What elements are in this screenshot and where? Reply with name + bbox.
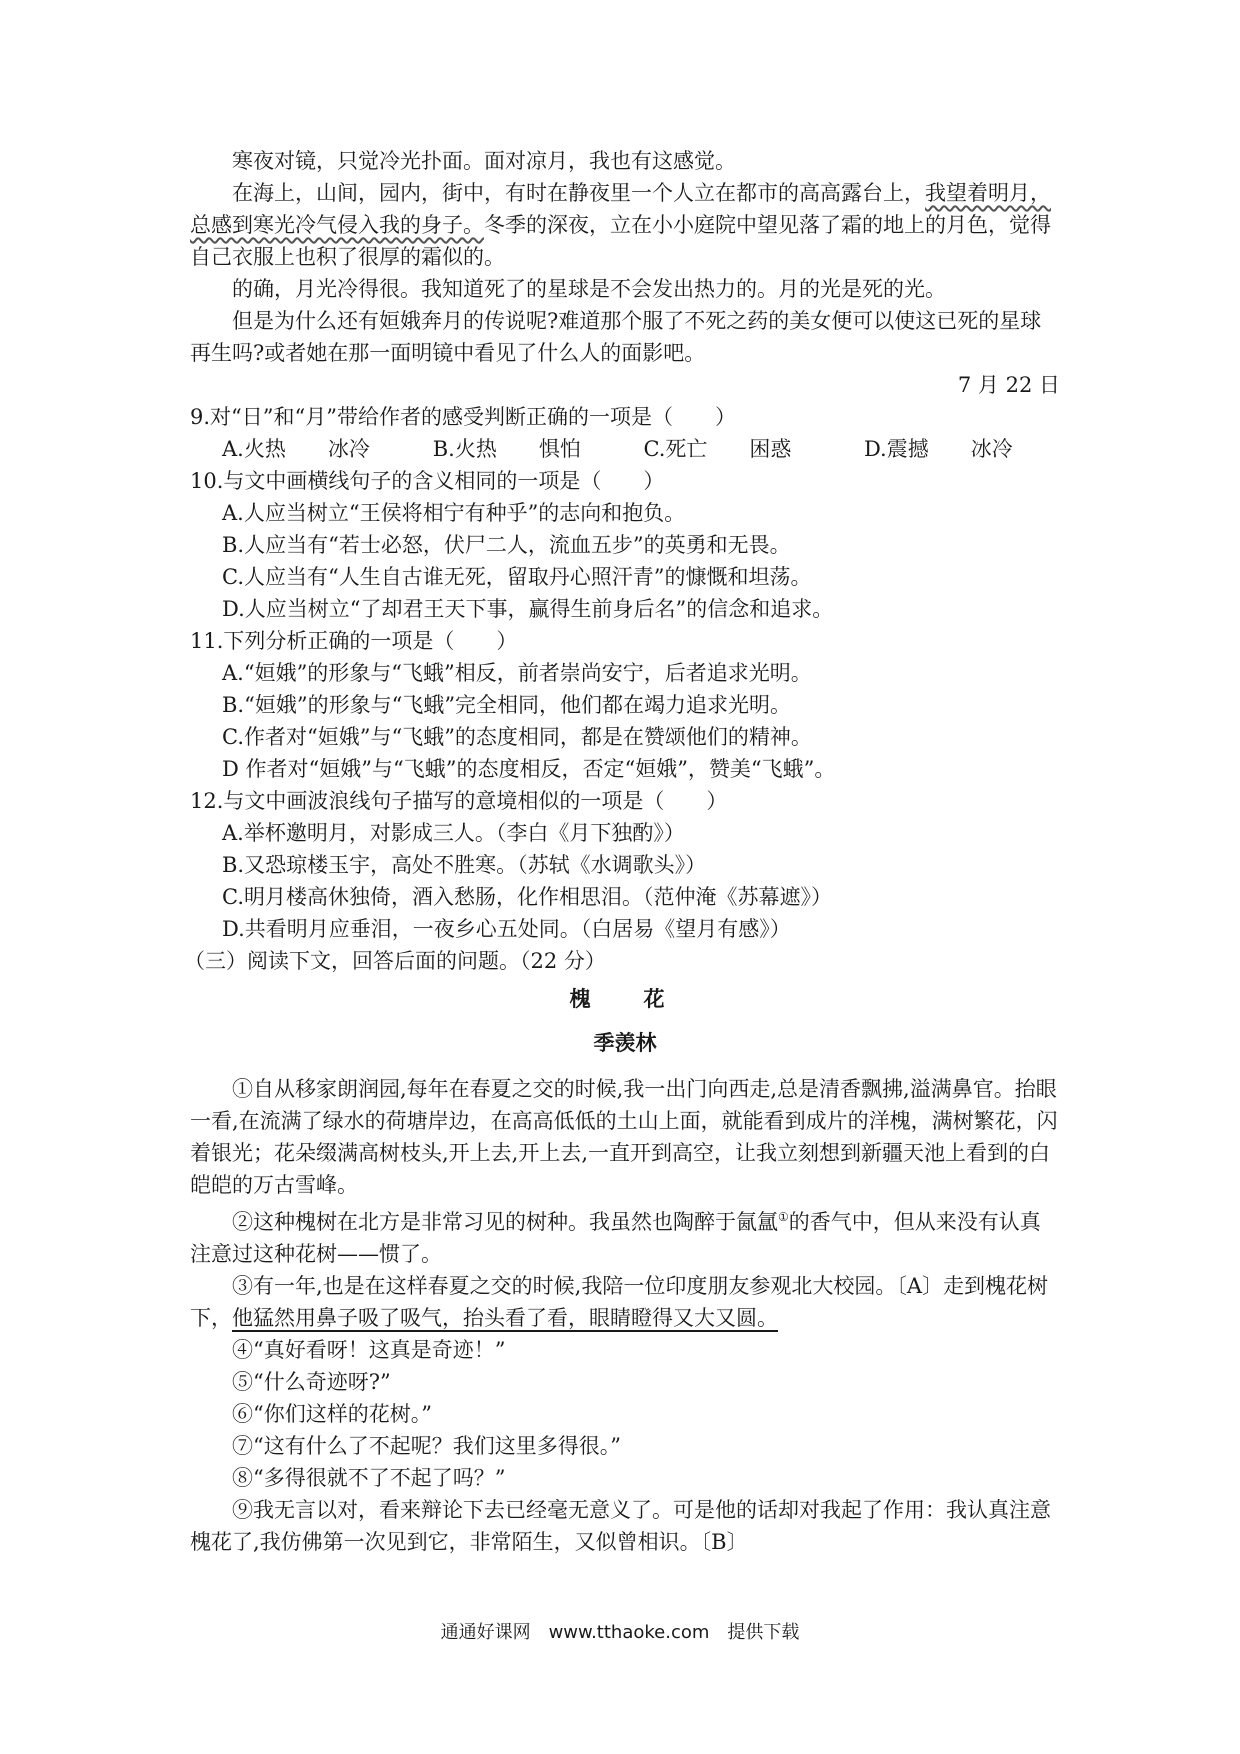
option-c: C.明月楼高休独倚，酒入愁肠，化作相思泪。（范仲淹《苏幕遮》） xyxy=(222,885,832,909)
passage-text: ③有一年,也是在这样春夏之交的时候,我陪一位印度朋友参观北大校园。〔A〕走到槐花树下， xyxy=(190,1274,1049,1330)
option-d: D.共看明月应垂泪，一夜乡心五处同。（白居易《望月有感》） xyxy=(222,917,791,941)
option-a: A.火热 冰冷 xyxy=(222,437,370,461)
article-paragraph-7: ⑦“这有什么了不起呢？我们这里多得很。” xyxy=(232,1434,621,1458)
passage-paragraph: 但是为什么还有姮娥奔月的传说呢?难道那个服了不死之药的美女便可以使这已死的星球再生吗?或者她在那一面明镜中看见了什么人的面影吧。 xyxy=(190,309,1042,365)
article-paragraph-6: ⑥“你们这样的花树。” xyxy=(232,1402,432,1426)
option-b: B.“姮娥”的形象与“飞蛾”完全相同，他们都在竭力追求光明。 xyxy=(222,693,792,717)
article-paragraph-1: ①自从移家朗润园,每年在春夏之交的时候,我一出门向西走,总是清香飘拂,溢满鼻官。抬眼一看,在流满了绿水的荷塘岸边，在高高低低的土山上面，就能看到成片的洋槐，满树繁花，闪着银光；花朵缀满高树枝头,开上去,开上去,一直开到高空，让我立刻想到新疆天池上看到的白皑皑的万古雪峰。 xyxy=(190,1077,1058,1197)
article-paragraph-3 xyxy=(190,1270,1060,1334)
article-title: 槐 花 xyxy=(569,986,681,1011)
article-paragraph-9: ⑨我无言以对，看来辩论下去已经毫无意义了。可是他的话却对我起了作用：我认真注意槐花了,我仿佛第一次见到它，非常陌生，又似曾相识。〔B〕 xyxy=(190,1498,1051,1554)
option-a: A.人应当树立“王侯将相宁有种乎”的志向和抱负。 xyxy=(222,501,686,525)
question-10-stem: 10.与文中画横线句子的含义相同的一项是（ ） xyxy=(190,469,665,493)
passage-paragraph: 的确，月光冷得很。我知道死了的星球是不会发出热力的。月的光是死的光。 xyxy=(232,277,946,301)
article-paragraph-2 xyxy=(190,1201,1060,1270)
wavy-underlined-sentence: 我望着明月，总感到寒光冷气侵入我的身子。 xyxy=(190,181,1051,237)
article-paragraph-8: ⑧“多得很就不了不起了吗？” xyxy=(232,1466,506,1490)
question-12-stem: 12.与文中画波浪线句子描写的意境相似的一项是（ ） xyxy=(190,789,728,813)
footnote-marker: ① xyxy=(778,1210,789,1224)
option-d: D.震撼 冰冷 xyxy=(863,437,1013,461)
question-9-stem: 9.对“日”和“月”带给作者的感受判断正确的一项是（ ） xyxy=(190,405,736,429)
page-content xyxy=(184,145,1060,1558)
option-c: C.死亡 困惑 xyxy=(643,437,792,461)
option-b: B.又恐琼楼玉宇，高处不胜寒。（苏轼《水调歌头》） xyxy=(222,853,707,877)
passage-paragraph: 寒夜对镜，只觉冷光扑面。面对凉月，我也有这感觉。 xyxy=(232,149,736,173)
page-footer: 通通好课网 www.tthaoke.com 提供下载 xyxy=(440,1622,800,1643)
article-paragraph-5: ⑤“什么奇迹呀?” xyxy=(232,1370,391,1394)
option-d: D.人应当树立“了却君王天下事，赢得生前身后名”的信念和追求。 xyxy=(222,597,834,621)
article-author: 季羡林 xyxy=(593,1030,657,1055)
passage-text: ②这种槐树在北方是非常习见的树种。我虽然也陶醉于氤氲 xyxy=(232,1210,778,1234)
option-c: C.作者对“姮娥”与“飞蛾”的态度相同，都是在赞颂他们的精神。 xyxy=(222,725,812,749)
passage-text: 冬季的深夜，立在小小庭院中望见落了霜的地上的月色，觉得自己衣服上也积了很厚的霜似的。 xyxy=(190,213,1051,269)
passage-text: 在海上，山间，园内，街中，有时在静夜里一个人立在都市的高高露台上， xyxy=(232,181,925,205)
article-paragraph-4: ④“真好看呀！这真是奇迹！” xyxy=(232,1338,506,1362)
option-b: B.人应当有“若士必怒，伏尸二人，流血五步”的英勇和无畏。 xyxy=(222,533,791,557)
question-9-options xyxy=(190,433,1060,465)
option-c: C.人应当有“人生自古谁无死，留取丹心照汗青”的慷慨和坦荡。 xyxy=(222,565,812,589)
option-d: D 作者对“姮娥”与“飞蛾”的态度相反，否定“姮娥”，赞美“飞蛾”。 xyxy=(222,757,836,781)
passage-text: 的香气中，但从来没有认真注意过这种花树——惯了。 xyxy=(190,1210,1041,1266)
option-a: A.“姮娥”的形象与“飞蛾”相反，前者崇尚安宁，后者追求光明。 xyxy=(222,661,812,685)
option-a: A.举杯邀明月，对影成三人。（李白《月下独酌》） xyxy=(222,821,685,845)
question-11-stem: 11.下列分析正确的一项是（ ） xyxy=(190,629,518,653)
passage-date: 7 月 22 日 xyxy=(957,373,1060,397)
section-heading: （三）阅读下文，回答后面的问题。（22 分） xyxy=(184,949,606,973)
passage-paragraph xyxy=(190,177,1060,273)
option-b: B.火热 惧怕 xyxy=(432,437,581,461)
underlined-sentence: 他猛然用鼻子吸了吸气，抬头看了看，眼睛瞪得又大又圆。 xyxy=(232,1306,778,1330)
